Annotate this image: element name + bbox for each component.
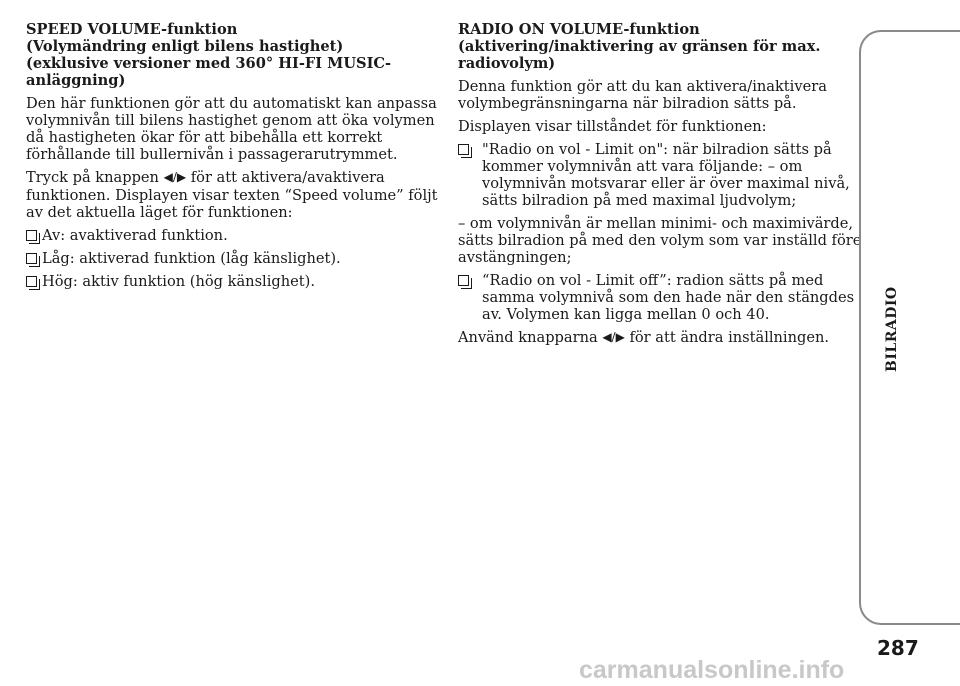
list-item: Låg: aktiverad funktion (låg känslighet). [26,250,446,267]
watermark: carmanualsonline.info [579,656,845,684]
radio-on-volume-description: Denna funktion gör att du kan aktivera/inaktivera volymbegränsningarna när bilradion sätts på. [458,78,827,112]
section-tab-label: BILRADIO [884,286,900,372]
checkbox-bullet-icon [26,253,37,264]
left-column [26,21,446,296]
speed-volume-description: Den här funktionen gör att du automatiskt kan anpassa volymnivån till bilens hastighet genom att öka volymen då hastigheten ökar för att bibehålla ett korrekt förhållande till bullernivån i passagerarutrymmet. [26,95,437,163]
speed-volume-instruction: Tryck på knappen ◀/▶ för att aktivera/avaktivera funktionen. Displayen visar texten “Speed volume” följt av det aktuella läget för funktionen: [26,169,438,221]
volume-range-text: – om volymnivån är mellan minimi- och maximivärde, sätts bilradion på med den volym som var inställd före avstängningen; [458,215,862,266]
right-column [458,21,878,353]
radio-on-volume-heading: RADIO ON VOLUME-funktion (aktivering/inaktivering av gränsen för max. radiovolym) [458,21,821,72]
checkbox-bullet-icon [26,230,37,241]
checkbox-bullet-icon [458,144,469,155]
page-number: 287 [877,636,919,660]
speed-volume-heading: SPEED VOLUME-funktion (Volymändring enligt bilens hastighet) (exklusive versioner med 360° HI-FI MUSIC- anläggning) [26,21,392,89]
checkbox-bullet-icon [26,276,37,287]
left-right-arrows-icon: ◀/▶ [602,330,625,344]
left-right-arrows-icon: ◀/▶ [163,170,187,184]
radio-on-volume-instruction: Använd knapparna ◀/▶ för att ändra inställningen. [458,329,830,346]
list-item: Av: avaktiverad funktion. [26,227,446,244]
list-item: "Radio on vol - Limit on": när bilradion sätts på kommer volymnivån att vara följande: – om volymnivån motsvarar eller är över maximal nivå, sätts bilradion på med maximal ljudvolym; [458,141,878,209]
list-item: Hög: aktiv funktion (hög känslighet). [26,273,446,290]
checkbox-bullet-icon [458,275,469,286]
list-item: “Radio on vol - Limit off”: radion sätts på med samma volymnivå som den hade när den stängdes av. Volymen kan ligga mellan 0 och 40. [458,272,878,323]
display-status-text: Displayen visar tillståndet för funktionen: [458,118,767,135]
section-tab [859,30,960,625]
